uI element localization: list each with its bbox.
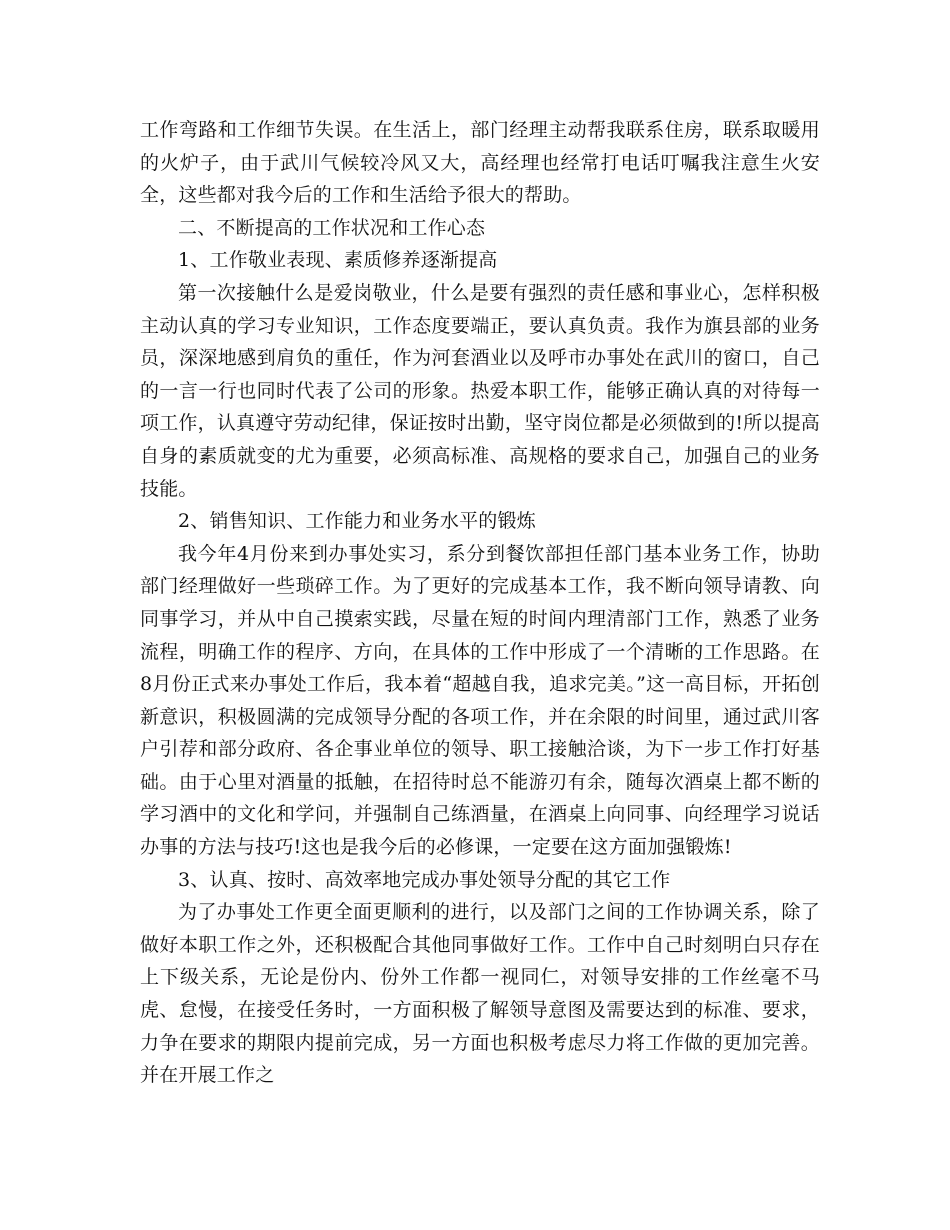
paragraph-other-work: 为了办事处工作更全面更顺利的进行，以及部门之间的工作协调关系，除了做好本职工作之外，还积极配合其他同事做好工作。工作中自己时刻明白只存在上下级关系，无论是份内、份外工作都一视同仁，对领导安排的工作丝毫不马虎、怠慢，在接受任务时，一方面积极了解领导意图及需要达到的标准、要求，力争在要求的期限内提前完成，另一方面也积极考虑尽力将工作做的更加完善。并在开展工作之 — [140, 901, 820, 1087]
subheading-2-2: 2、销售知识、工作能力和业务水平的锻炼 — [178, 510, 536, 533]
section-heading-2: 二、不断提高的工作状况和工作心态 — [178, 216, 486, 239]
subheading-2-3: 3、认真、按时、高效率地完成办事处领导分配的其它工作 — [178, 868, 671, 891]
document-body — [140, 114, 820, 1092]
subheading-2-1: 1、工作敬业表现、素质修养逐渐提高 — [178, 249, 498, 272]
paragraph-dedication: 第一次接触什么是爱岗敬业，什么是要有强烈的责任感和事业心，怎样积极主动认真的学习专业知识，工作态度要端正，要认真负责。我作为旗县部的业务员，深深地感到肩负的重任，作为河套酒业以及呼市办事处在武川的窗口，自己的一言一行也同时代表了公司的形象。热爱本职工作，能够正确认真的对待每一项工作，认真遵守劳动纪律，保证按时出勤，坚守岗位都是必须做到的!所以提高自身的素质就变的尤为重要，必须高标准、高规格的要求自己，加强自己的业务技能。 — [140, 281, 820, 500]
paragraph-living-support: 工作弯路和工作细节失误。在生活上，部门经理主动帮我联系住房，联系取暖用的火炉子，由于武川气候较冷风又大，高经理也经常打电话叮嘱我注意生火安全，这些都对我今后的工作和生活给予很大的帮助。 — [140, 119, 820, 207]
paragraph-sales-training: 我今年4月份来到办事处实习，系分到餐饮部担任部门基本业务工作，协助部门经理做好一些琐碎工作。为了更好的完成基本工作，我不断向领导请教、向同事学习，并从中自己摸索实践，尽量在短的时间内理清部门工作，熟悉了业务流程，明确工作的程序、方向，在具体的工作中形成了一个清晰的工作思路。在8月份正式来办事处工作后，我本着“超越自我，追求完美。”这一高目标，开拓创新意识，积极圆满的完成领导分配的各项工作，并在余限的时间里，通过武川客户引荐和部分政府、各企事业单位的领导、职工接触洽谈，为下一步工作打好基础。由于心里对酒量的抵触，在招待时总不能游刃有余，随每次酒桌上都不断的学习酒中的文化和学问，并强制自己练酒量，在酒桌上向同事、向经理学习说话办事的方法与技巧!这也是我今后的必修课，一定要在这方面加强锻炼! — [140, 542, 820, 859]
